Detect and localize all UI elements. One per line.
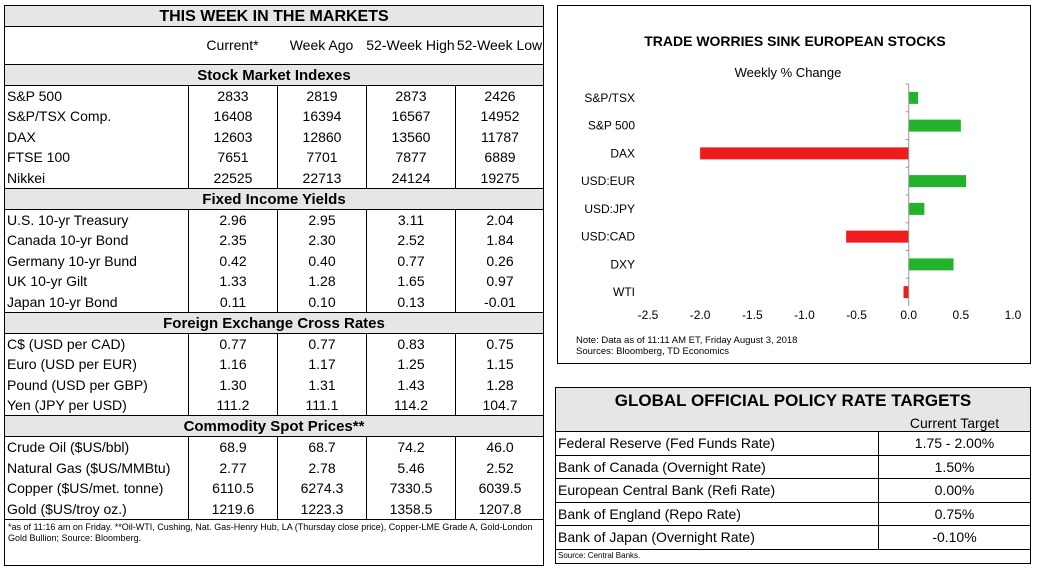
table-cell: 2.35 (188, 230, 277, 250)
x-tick-label: 1.0 (1004, 308, 1022, 322)
markets-sections (5, 65, 543, 520)
table-cell: 68.9 (188, 437, 277, 457)
row-label: UK 10-yr Gilt (7, 273, 88, 290)
row-label: U.S. 10-yr Treasury (7, 211, 129, 228)
policy-rate: -0.10% (932, 529, 977, 545)
table-cell: 1.28 (455, 375, 544, 395)
table-cell: 16394 (277, 106, 366, 126)
table-row (5, 395, 543, 415)
x-tick-label: -0.5 (846, 308, 867, 322)
table-cell: 6039.5 (455, 478, 544, 498)
table-row (5, 334, 543, 354)
policy-bank: Bank of England (Repo Rate) (556, 503, 879, 527)
table-cell: 46.0 (455, 437, 544, 457)
row-label: Yen (JPY per USD) (7, 397, 127, 414)
chart-title: TRADE WORRIES SINK EUROPEAN STOCKS (644, 33, 946, 49)
policy-rate: 0.00% (934, 482, 975, 498)
table-row (5, 437, 543, 457)
row-label: Gold ($US/troy oz.) (7, 500, 127, 517)
table-cell: 0.13 (366, 292, 455, 312)
table-cell: 0.75 (455, 334, 544, 354)
row-label: Euro (USD per EUR) (7, 356, 137, 373)
policy-row (556, 456, 1030, 480)
column-header: 52-Week Low (456, 37, 543, 53)
table-row (5, 499, 543, 519)
bar (909, 175, 966, 187)
table-cell: 0.11 (188, 292, 277, 312)
policy-row (556, 479, 1030, 503)
table-cell: 7877 (366, 147, 455, 167)
table-row (5, 375, 543, 395)
policy-source: Source: Central Banks. (558, 550, 641, 560)
table-row (5, 168, 543, 188)
bar (909, 258, 954, 270)
table-cell: 0.77 (188, 334, 277, 354)
table-cell: 6889 (455, 147, 544, 167)
table-cell: 2426 (455, 86, 544, 106)
row-label: Nikkei (7, 169, 46, 186)
table-cell: 1.30 (188, 375, 277, 395)
table-row (5, 230, 543, 250)
row-label: Pound (USD per GBP) (7, 376, 148, 393)
chart-sources: Sources: Bloomberg, TD Economics (576, 346, 729, 357)
category-label: WTI (613, 285, 635, 300)
table-cell: 16408 (188, 106, 277, 126)
table-cell: 2819 (277, 86, 366, 106)
row-label: S&P 500 (7, 88, 63, 104)
section-rows (5, 86, 543, 189)
table-cell: 1.84 (455, 230, 544, 250)
policy-rows (556, 432, 1030, 550)
bar-chart (558, 6, 1032, 365)
table-cell: 13560 (366, 127, 455, 147)
x-tick-label: -1.0 (794, 308, 815, 322)
table-cell: 22713 (277, 168, 366, 188)
policy-bank: Federal Reserve (Fed Funds Rate) (556, 432, 879, 456)
table-cell: 11787 (455, 127, 544, 147)
table-row (5, 106, 543, 126)
category-label: USD:JPY (584, 201, 635, 216)
table-cell: 2833 (188, 86, 277, 106)
table-cell: 1.15 (455, 354, 544, 374)
section-header: Commodity Spot Prices** (5, 416, 543, 437)
chart-subtitle: Weekly % Change (734, 65, 842, 80)
policy-row (556, 526, 1030, 550)
table-cell: 2.52 (366, 230, 455, 250)
table-cell: 104.7 (455, 395, 544, 415)
table-cell: 0.10 (277, 292, 366, 312)
row-label: Germany 10-yr Bund (7, 252, 137, 269)
table-row (5, 292, 543, 312)
section-header: Foreign Exchange Cross Rates (5, 313, 543, 334)
table-cell: 2.30 (277, 230, 366, 250)
policy-rate: 0.75% (934, 505, 975, 522)
table-cell: 0.40 (277, 251, 366, 271)
table-cell: 2873 (366, 86, 455, 106)
policy-header (556, 414, 1030, 432)
policy-title: GLOBAL OFFICIAL POLICY RATE TARGETS (556, 388, 1030, 414)
row-label: FTSE 100 (7, 149, 71, 166)
policy-bank: Bank of Japan (Overnight Rate) (556, 526, 879, 550)
table-cell: 3.11 (366, 210, 455, 230)
table-cell: 1.65 (366, 271, 455, 291)
category-label: DAX (610, 146, 635, 161)
markets-title: THIS WEEK IN THE MARKETS (5, 6, 543, 27)
section-header: Fixed Income Yields (5, 189, 543, 210)
bar (904, 286, 909, 298)
table-cell: 22525 (188, 168, 277, 188)
table-cell: 0.42 (188, 251, 277, 271)
section-rows (5, 437, 543, 520)
bar (909, 203, 925, 215)
policy-row (556, 503, 1030, 527)
table-cell: 114.2 (366, 395, 455, 415)
category-label: S&P/TSX (584, 90, 635, 105)
row-label: Copper ($US/met. tonne) (7, 480, 164, 497)
table-cell: 16567 (366, 106, 455, 126)
table-row (5, 478, 543, 498)
table-cell: 1.28 (277, 271, 366, 291)
table-cell: 2.77 (188, 458, 277, 478)
table-cell: 68.7 (277, 437, 366, 457)
table-cell: 1207.8 (455, 499, 544, 519)
table-cell: 0.26 (455, 251, 544, 271)
table-cell: 1.17 (277, 354, 366, 374)
chart-note: Note: Data as of 11:11 AM ET, Friday August 3, 2018 (576, 335, 798, 346)
chart-panel (557, 5, 1031, 364)
table-row (5, 251, 543, 271)
table-cell: 111.2 (188, 395, 277, 415)
table-row (5, 210, 543, 230)
table-cell: 14952 (455, 106, 544, 126)
bar (700, 147, 909, 159)
table-cell: 12860 (277, 127, 366, 147)
table-cell: 1.43 (366, 375, 455, 395)
table-cell: 2.52 (455, 458, 544, 478)
x-tick-label: -2.0 (689, 308, 711, 322)
markets-footnote: *as of 11:16 am on Friday. **Oil-WTI, Cushing, Nat. Gas-Henry Hub, LA (Thursday close price), Copper-LME Grade A, Gold-London Gold Bullion; Source: Bloomberg. (8, 522, 533, 544)
table-cell: 1223.3 (277, 499, 366, 519)
row-label: Canada 10-yr Bond (7, 232, 129, 249)
x-tick-label: -1.5 (741, 308, 763, 322)
policy-bank: European Central Bank (Refi Rate) (556, 479, 879, 503)
column-header: 52-Week High (366, 37, 455, 53)
x-tick-label: -2.5 (637, 308, 659, 322)
column-header: Current* (206, 37, 259, 53)
table-cell: 1219.6 (188, 499, 277, 519)
category-label: S&P 500 (587, 118, 635, 133)
table-cell: 1.16 (188, 354, 277, 374)
row-label: DAX (7, 128, 36, 145)
row-label: Japan 10-yr Bond (7, 293, 118, 310)
table-row (5, 147, 543, 167)
table-cell: 19275 (455, 168, 544, 188)
table-cell: 2.96 (188, 210, 277, 230)
table-cell: 1358.5 (366, 499, 455, 519)
table-cell: 1.25 (366, 354, 455, 374)
table-cell: 2.78 (277, 458, 366, 478)
section-rows (5, 210, 543, 313)
table-cell: 2.95 (277, 210, 366, 230)
table-row (5, 127, 543, 147)
table-cell: 7651 (188, 147, 277, 167)
column-header: Week Ago (289, 37, 354, 53)
section-header: Stock Market Indexes (5, 65, 543, 86)
markets-column-headers (5, 27, 543, 65)
table-row (5, 271, 543, 291)
markets-table (4, 5, 544, 566)
table-cell: 1.31 (277, 375, 366, 395)
policy-bank: Bank of Canada (Overnight Rate) (556, 456, 879, 480)
section-rows (5, 334, 543, 417)
policy-row (556, 432, 1030, 456)
table-cell: 1.33 (188, 271, 277, 291)
row-label: C$ (USD per CAD) (7, 335, 126, 352)
x-tick-label: 0.0 (900, 308, 918, 322)
table-row (5, 86, 543, 106)
bar (909, 120, 961, 132)
table-cell: 111.1 (277, 395, 366, 415)
category-label: DXY (610, 257, 635, 272)
policy-rate: 1.50% (934, 458, 975, 475)
table-cell: 24124 (366, 168, 455, 188)
table-cell: 0.77 (366, 251, 455, 271)
table-cell: 74.2 (366, 437, 455, 457)
policy-rate: 1.75 - 2.00% (914, 435, 995, 451)
category-label: USD:EUR (580, 174, 635, 189)
table-cell: -0.01 (455, 292, 544, 312)
table-cell: 5.46 (366, 458, 455, 478)
policy-column-header: Current Target (909, 415, 1000, 431)
table-cell: 0.83 (366, 334, 455, 354)
table-cell: 0.77 (277, 334, 366, 354)
table-cell: 6274.3 (277, 478, 366, 498)
category-label: USD:CAD (580, 229, 635, 244)
table-cell: 7330.5 (366, 478, 455, 498)
bar (909, 92, 918, 104)
table-cell: 0.97 (455, 271, 544, 291)
row-label: S&P/TSX Comp. (7, 108, 112, 125)
row-label: Natural Gas ($US/MMBtu) (7, 459, 171, 476)
table-cell: 2.04 (455, 210, 544, 230)
bar (846, 231, 909, 243)
x-tick-label: 0.5 (952, 308, 970, 322)
table-cell: 7701 (277, 147, 366, 167)
policy-rates-table (555, 387, 1031, 564)
row-label: Crude Oil ($US/bbl) (7, 439, 130, 456)
table-cell: 12603 (188, 127, 277, 147)
table-cell: 6110.5 (188, 478, 277, 498)
table-row (5, 458, 543, 478)
table-row (5, 354, 543, 374)
